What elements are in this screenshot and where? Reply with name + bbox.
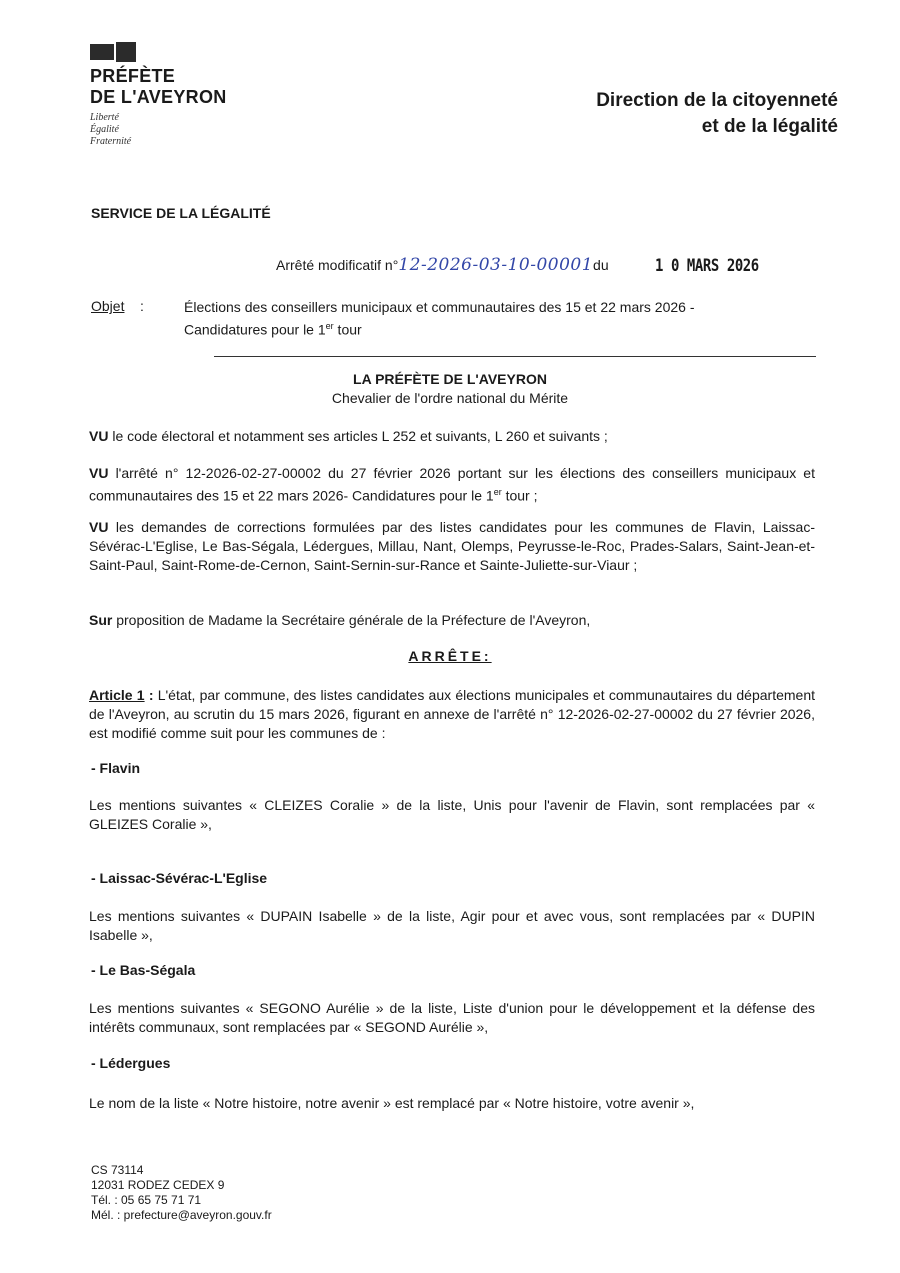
vu-paragraph-2: VU l'arrêté n° 12-2026-02-27-00002 du 27 février 2026 portant sur les élections des conseillers municipaux et communautaires des 15 et 22 mars 2026- Candidatures pour le 1er tour ; xyxy=(89,465,815,504)
footer-address: CS 73114 12031 RODEZ CEDEX 9 Tél. : 05 65 75 71 71 Mél. : prefecture@aveyron.gouv.fr xyxy=(91,1163,272,1222)
commune-text-flavin: Les mentions suivantes « CLEIZES Coralie » de la liste, Unis pour l'avenir de Flavin, sont remplacées par « GLEIZES Coralie », xyxy=(89,797,815,832)
commune-heading-bas-segala: - Le Bas-Ségala xyxy=(91,962,196,978)
commune-text-bas-segala: Les mentions suivantes « SEGONO Aurélie » de la liste, Liste d'union pour le développement et la défense des intérêts communaux, sont remplacées par « SEGOND Aurélie », xyxy=(89,1000,815,1035)
commune-heading-flavin: - Flavin xyxy=(91,760,141,776)
article-1-paragraph: Article 1 : L'état, par commune, des listes candidates aux élections municipales et communautaires du département de l'Aveyron, au scrutin du 15 mars 2026, figurant en annexe de l'arrêté n° 12-2026-02-27-00002 du 27 février 2026, est modifié comme suit pour les communes de : xyxy=(89,687,815,741)
separator-rule xyxy=(214,356,816,357)
date-stamp: 1 0 MARS 2026 xyxy=(655,256,759,276)
prefecture-logo-block xyxy=(90,44,227,148)
direction-title: Direction de la citoyenneté et de la légalité xyxy=(596,90,838,137)
objet-text: Élections des conseillers municipaux et communautaires des 15 et 22 mars 2026 - Candidatures pour le 1er tour xyxy=(184,299,695,338)
commune-heading-ledergues: - Lédergues xyxy=(91,1055,171,1071)
commune-text-laissac: Les mentions suivantes « DUPAIN Isabelle » de la liste, Agir pour et avec vous, sont remplacées par « DUPIN Isabelle », xyxy=(89,908,815,943)
arrete-heading: ARRÊTE: xyxy=(408,648,492,664)
authority-block: LA PRÉFÈTE DE L'AVEYRON Chevalier de l'ordre national du Mérite xyxy=(331,371,569,406)
vu-paragraph-3: VU les demandes de corrections formulées par des listes candidates pour les communes de Flavin, Laissac-Sévérac-L'Eglise, Le Bas-Ségala, Lédergues, Millau, Nant, Olemps, Peyrusse-le-Roc, Prades-Salars, Saint-Jean-et-Saint-Paul, Saint-Rome-de-Cernon, Saint-Sernin-sur-Rance et Sainte-Juliette-sur-Viaur ; xyxy=(89,519,815,573)
handwritten-arrete-number: 12-2026-03-10-00001 xyxy=(398,255,594,275)
republic-motto: Liberté Égalité Fraternité xyxy=(90,112,132,147)
commune-heading-laissac: - Laissac-Sévérac-L'Eglise xyxy=(91,870,268,886)
service-title: SERVICE DE LA LÉGALITÉ xyxy=(91,205,271,221)
prefecture-name: PRÉFÈTE DE L'AVEYRON xyxy=(90,66,227,107)
objet-label: Objet : xyxy=(91,298,144,314)
vu-paragraph-1: VU le code électoral et notamment ses articles L 252 et suivants, L 260 et suivants ; xyxy=(89,428,608,444)
sur-proposition-paragraph: Sur proposition de Madame la Secrétaire générale de la Préfecture de l'Aveyron, xyxy=(89,612,591,628)
arrete-number-line: Arrêté modificatif n°12-2026-03-10-00001du xyxy=(276,255,609,275)
marianne-logo-icon xyxy=(90,44,227,62)
commune-text-ledergues: Le nom de la liste « Notre histoire, notre avenir » est remplacé par « Notre histoire, votre avenir », xyxy=(89,1095,695,1111)
